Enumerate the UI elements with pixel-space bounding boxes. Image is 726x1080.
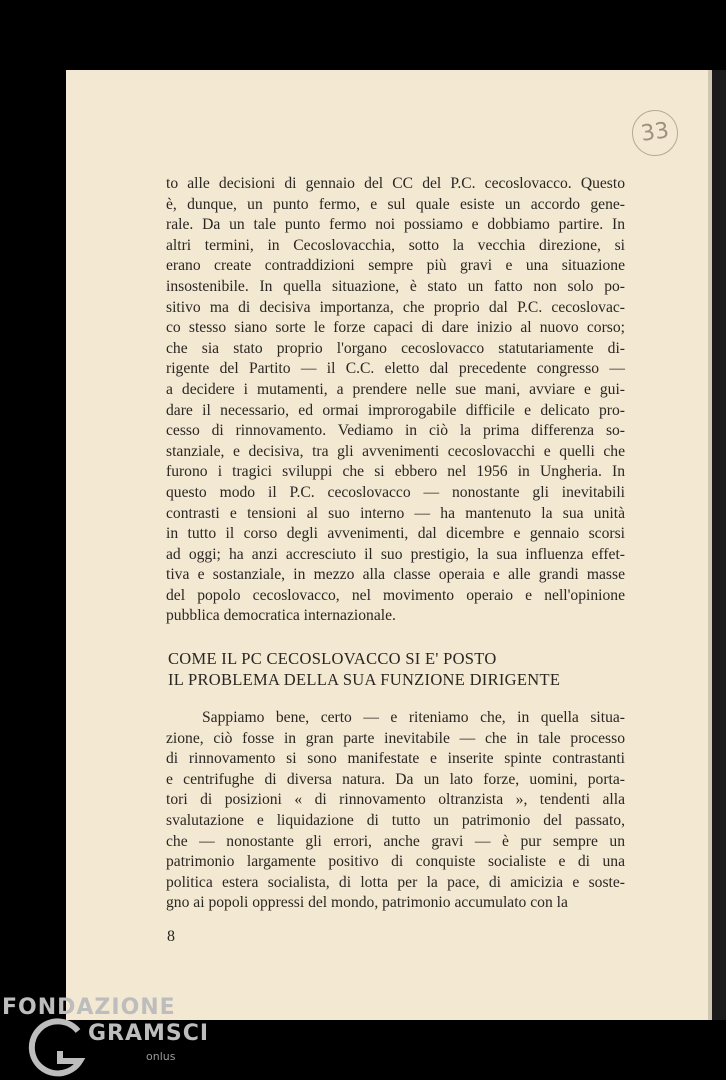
text-line: erano create contraddizioni sempre più gravi e una situazione	[166, 257, 625, 275]
text-line: sitivo ma di decisiva importanza, che proprio dal P.C. cecoslovac-	[166, 298, 625, 316]
heading-line-1: COME IL PC CECOSLOVACCO SI E' POSTO	[168, 649, 497, 668]
fondazione-gramsci-logo	[0, 995, 210, 1080]
text-line: patrimonio largamente positivo di conquiste socialiste e di una	[166, 853, 625, 871]
text-line: contrasti e tensioni al suo interno — ha mantenuto la sua unità	[166, 504, 625, 522]
text-line: che sia stato proprio l'organo cecoslovacco statutariamente di-	[166, 339, 625, 357]
text-line: svalutazione e liquidazione di tutto un patrimonio del passato,	[166, 811, 625, 829]
text-line: pubblica democratica internazionale.	[166, 607, 396, 625]
text-line: politica estera socialista, di lotta per la pace, di amicizia e soste-	[166, 873, 625, 891]
page-number: 8	[167, 928, 175, 945]
text-line: co stesso siano sorte le forze capaci di dare inizio al nuovo corso;	[166, 319, 625, 337]
section-heading	[168, 649, 628, 690]
text-line: tori di posizioni « di rinnovamento oltranzista », tendenti alla	[166, 791, 625, 809]
text-line: questo modo il P.C. cecoslovacco — nonostante gli inevitabili	[166, 483, 625, 501]
text-line: che — nonostante gli errori, anche gravi — è pur sempre un	[166, 832, 625, 850]
page-stamp: 33	[629, 107, 681, 159]
text-line: rigente del Partito — il C.C. eletto dal precedente congresso —	[166, 360, 625, 378]
text-line: e centrifughe di diversa natura. Da un lato forze, uomini, porta-	[166, 770, 625, 788]
text-line: stanziale, e decisiva, tra gli avvenimenti cecoslovacchi e quelli che	[166, 442, 625, 460]
logo-sub: onlus	[146, 1050, 176, 1063]
logo-line-1: FONDAZIONE	[2, 995, 176, 1020]
text-line: gno ai popoli oppressi del mondo, patrimonio accumulato con la	[166, 894, 568, 912]
scan-edge	[708, 70, 726, 1020]
text-line: altri termini, in Cecoslovacchia, sotto la vecchia direzione, si	[166, 236, 625, 254]
paragraph-1	[166, 174, 625, 627]
text-line: del popolo cecoslovacco, nel movimento operaio e nell'opinione	[166, 586, 625, 604]
text-line: tiva e sostanziale, in mezzo alla classe operaia e alle grandi masse	[166, 566, 625, 584]
text-line: ad oggi; ha anzi accresciuto il suo prestigio, la sua influenza effet-	[166, 545, 625, 563]
text-line: insostenibile. In quella situazione, è stato un fatto non solo po-	[166, 277, 625, 295]
text-line: Sappiamo bene, certo — e riteniamo che, in quella situa-	[202, 709, 625, 726]
text-line: to alle decisioni di gennaio del CC del P.C. cecoslovacco. Questo	[166, 175, 625, 192]
text-line: a decidere i mutamenti, a prendere nelle sue mani, avviare e gui-	[166, 380, 625, 398]
text-line: è, dunque, un punto fermo, e sul quale esiste un accordo gene-	[166, 195, 625, 213]
text-line: furono i tragici sviluppi che si ebbero nel 1956 in Ungheria. In	[166, 463, 625, 481]
text-line: in tutto il corso degli avvenimenti, dal dicembre e gennaio scorsi	[166, 525, 625, 543]
text-line: dare il necessario, ed ormai improrogabile difficile e delicato pro-	[166, 401, 625, 419]
logo-line-2: GRAMSCI	[88, 1021, 210, 1046]
text-line: rale. Da un tale punto fermo noi possiamo e dobbiamo partire. In	[166, 216, 625, 234]
paragraph-2	[166, 708, 625, 914]
logo-g-icon	[26, 1017, 90, 1077]
text-line: cesso di rinnovamento. Vediamo in ciò la prima differenza so-	[166, 422, 625, 440]
text-line: zione, ciò fosse in gran parte inevitabile — che in tale processo	[166, 729, 625, 747]
text-line: di rinnovamento si sono manifestate e inserite spinte contrastanti	[166, 750, 625, 768]
heading-line-2: IL PROBLEMA DELLA SUA FUNZIONE DIRIGENTE	[168, 669, 561, 689]
